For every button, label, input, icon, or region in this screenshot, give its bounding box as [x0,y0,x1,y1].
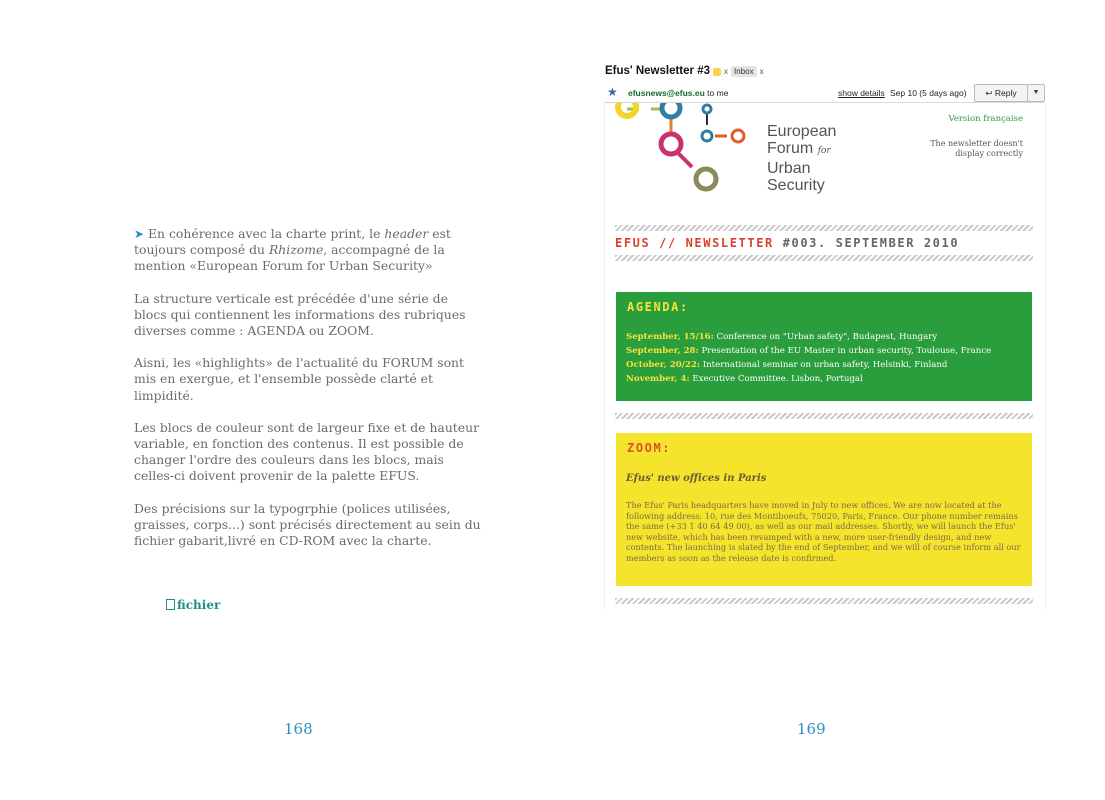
agenda-text: International seminar on urban safety, Helsinki, Finland [700,360,948,370]
logo-line: Urban [767,160,811,177]
paragraph-structure: La structure verticale est précédée d'une série de blocs qui contiennent les informations des rubriques diverses comme : AGENDA ou ZOOM. [134,290,466,339]
sender-line [628,88,728,98]
mail-date: Sep 10 (5 days ago) [890,88,967,98]
agenda-list [626,330,1026,386]
recipient: to me [707,88,729,98]
zoom-block [616,433,1032,586]
email-subject: Efus' Newsletter #3 [605,65,710,77]
paragraph-typography: Des précisions sur la typogrphie (polices utilisées, graisses, corps...) sont précisés directement au sein du fichier gabarit,livré en CD-ROM avec la charte. [134,500,481,549]
agenda-date: November, 4: [626,374,690,384]
agenda-date: September, 15/16: [626,332,714,342]
stripe-divider [615,255,1033,261]
logo-link [678,153,692,167]
version-francaise-link[interactable]: Version française [948,114,1023,124]
logo-node [703,105,711,113]
agenda-block [616,292,1032,401]
rhizome-logo [605,103,765,198]
remove-label-button[interactable]: x [724,67,728,76]
reply-label: Reply [994,88,1017,98]
paragraph-highlights: Aisni, les «highlights» de l'actualité du FORUM sont mis en exergue, et l'ensemble possède clarté et limpidité. [134,355,465,403]
newsletter-body [604,103,1046,609]
label-dot-icon[interactable] [713,68,721,76]
sender-address[interactable]: efusnews@efus.eu [628,88,705,98]
agenda-text: Presentation of the EU Master in urban security, Toulouse, France [698,346,992,356]
logo-line [767,140,836,160]
newsletter-title-brand: EFUS // NEWSLETTER [615,236,774,250]
newsletter-title [615,236,959,250]
logo-line: European [767,123,837,140]
agenda-date: October, 20/22: [626,360,701,370]
show-details-link[interactable]: show details [838,88,885,98]
page-number-left: 168 [284,720,313,738]
reply-more-button[interactable]: ▼ [1027,84,1045,102]
stripe-divider [615,598,1033,604]
stripe-divider [615,225,1033,231]
logo-node [661,134,681,154]
paragraph-color-blocks: Les blocs de couleur sont de largeur fixe et de hauteur variable, en fonction des contenus. Il est possible de changer l'ordre des couleurs dans les blocs, mais celles-ci doivent provenir de la palette EFUS. [134,419,480,484]
reply-icon: ↩ [985,88,993,98]
paragraph-text: est toujours composé du [134,226,451,258]
paragraph-emphasis: Rhizome [268,242,324,258]
agenda-text: Conference on "Urban safety", Budapest, Hungary [713,332,938,342]
paragraph-text: En cohérence avec la charte print, le [148,226,385,241]
display-note-link[interactable]: The newsletter doesn't display correctly [930,139,1023,158]
stripe-divider [615,413,1033,419]
fichier-label: fichier [177,598,221,612]
agenda-date: September, 28: [626,346,699,356]
logo-node [696,169,716,189]
star-icon[interactable]: ★ [607,85,618,99]
logo-word: Forum [767,140,814,157]
paragraph-header [134,226,484,275]
left-page-text [134,226,484,565]
agenda-text: Executive Committee. Lisbon, Portugal [689,374,863,384]
mail-header [604,84,1044,103]
inbox-label[interactable]: Inbox [731,66,757,77]
agenda-item [626,358,1026,372]
newsletter-title-issue: #003. SEPTEMBER 2010 [773,236,960,250]
zoom-heading: ZOOM: [627,441,672,455]
agenda-heading: AGENDA: [627,300,689,314]
zoom-article-body: The Efus' Paris headquarters have moved in July to new offices. We are now located at the following address: 10, rue des Montiboeufs, 75020, Paris, France. Our phone number remains the same (+33 1 40 64 49 00), as well as our mail addresses. Shortly, we will launch the Efus' new website, which has been revamped with a new, more user-friendly design, and new contents. The launching is slated by the end of September, and we will of course inform all our members as soon as the release date is confirmed. [626,500,1021,563]
remove-inbox-button[interactable]: x [759,67,764,76]
logo-word: for [817,146,831,156]
document-icon [166,599,175,610]
paragraph-text: , accompagné de la mention «European Forum for Urban Security» [134,242,445,274]
reply-button[interactable] [974,84,1028,102]
page-number-right: 169 [797,720,826,738]
agenda-item [626,330,1026,344]
paragraph-emphasis: header [384,226,429,241]
logo-wordmark [767,123,836,194]
agenda-item [626,344,1026,358]
arrow-icon: ➤ [134,227,145,241]
subject-tags [713,66,764,77]
logo-node [662,103,680,117]
logo-node [702,131,712,141]
logo-node [732,130,744,142]
fichier-link[interactable] [166,598,220,612]
zoom-article-title[interactable]: Efus' new offices in Paris [626,473,767,484]
logo-line: Security [767,177,825,194]
agenda-item [626,372,1026,386]
